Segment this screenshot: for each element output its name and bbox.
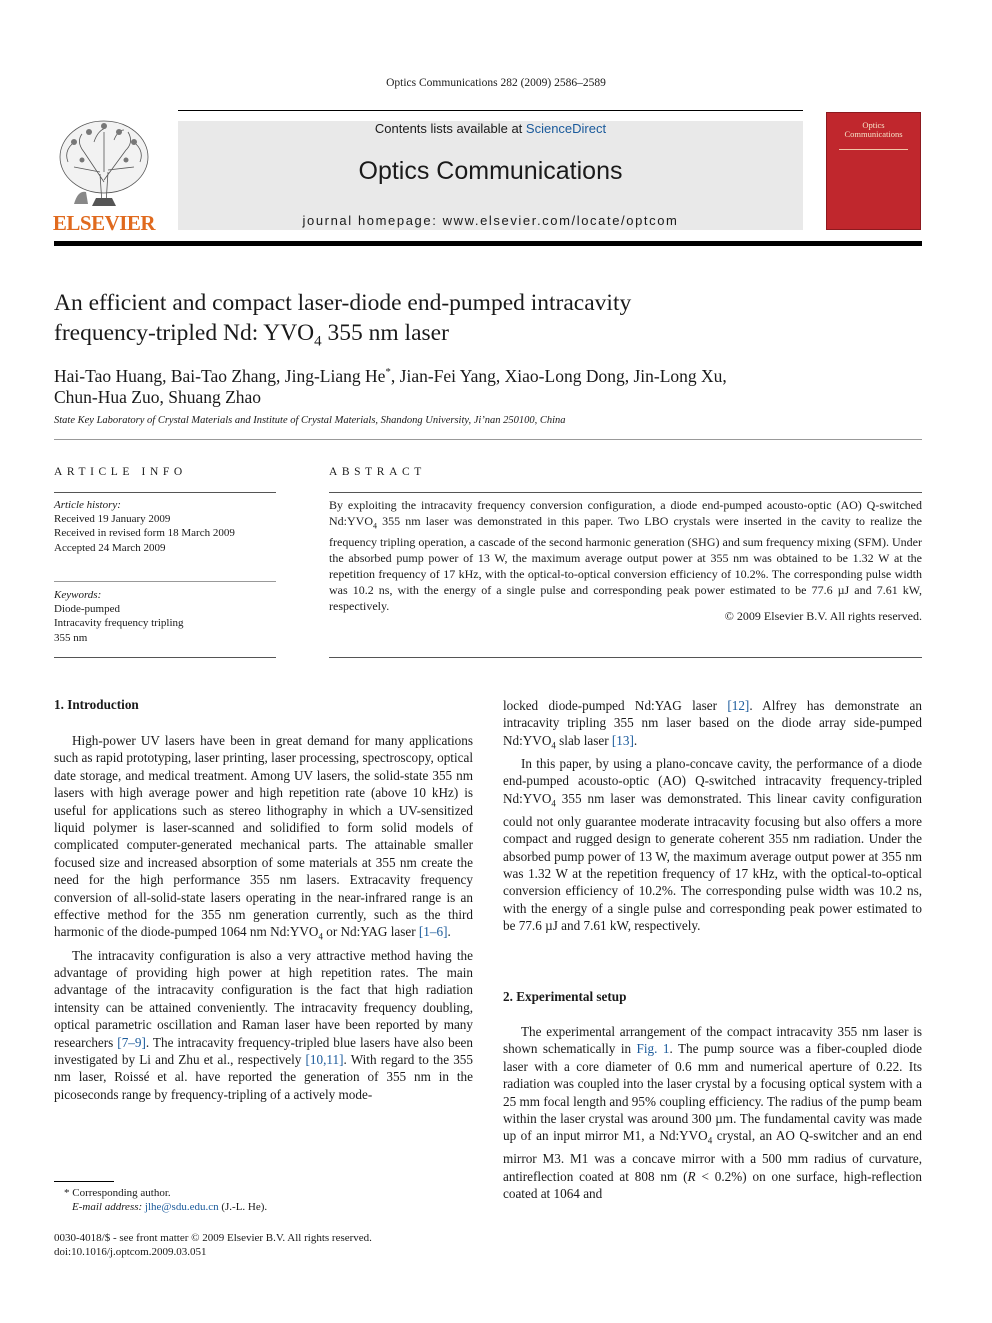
body-column-right-bottom	[503, 1023, 922, 1203]
cover-title-line2: Communications	[844, 129, 903, 139]
elsevier-wordmark: ELSEVIER	[52, 211, 156, 235]
cover-rule	[839, 149, 908, 150]
contents-available-line	[178, 121, 803, 136]
sciencedirect-link[interactable]: ScienceDirect	[525, 121, 607, 136]
front-matter	[54, 1231, 474, 1259]
article-title	[54, 288, 914, 357]
doi-line[interactable]: doi:10.1016/j.optcom.2009.03.051	[54, 1246, 207, 1258]
cover-title-line1: Optics	[862, 120, 885, 130]
abstract-heading: ABSTRACT	[329, 466, 426, 478]
abstract-text: By exploiting the intracavity frequency conversion configuration, a diode end-pumped acousto-optic (AO) Q-switched $Nd:YVO_4$ 355 nm laser was demonstrated in this paper. Two LBO crystals were inserted in the cavity to realize the frequency tripling operation, a cascade of the second harmonic generation (SHG) and sum frequency mixing (SFM). Under the absorbed pump power of 13 W, the maximum average output power at 355 nm was obtained to be 1.32 W at the repetition frequency of 17 kHz, with the optical-to-optical conversion efficiency of 10.2%. The corresponding pulse width was 10.2 ns, with the energy of a single pulse and corresponding peak power estimated to be 77.6 µJ and 7.61 kW, respectively.	[329, 498, 922, 614]
keywords-label: Keywords:	[54, 589, 102, 601]
citation-link[interactable]: [10,11]	[305, 1051, 344, 1067]
history-revised: Received in revised form 18 March 2009	[54, 527, 235, 540]
journal-name: Optics Communications	[358, 157, 623, 185]
article-info-rule-mid	[54, 581, 276, 582]
body-column-left	[54, 732, 473, 1103]
contents-prefix: Contents lists available at	[374, 121, 526, 136]
keyword-item: 355 nm	[54, 631, 88, 644]
abstract-rule-top	[329, 492, 922, 493]
corresponding-author-footnote	[54, 1186, 474, 1214]
issn-line: 0030-4018/$ - see front matter © 2009 Elsevier B.V. All rights reserved.	[54, 1232, 372, 1244]
history-accepted: Accepted 24 March 2009	[54, 541, 166, 554]
citation-link[interactable]: [7–9]	[117, 1034, 146, 1050]
article-info-heading: ARTICLE INFO	[54, 466, 187, 478]
paragraph: locked diode-pumped Nd:YAG laser [12]. Alfrey has demonstrate an intracavity tripling 355 nm laser based on the diode array side-pumped $Nd:YVO_4$ slab laser [13].	[503, 698, 922, 751]
authors-line-2: Chun-Hua Zuo, Shuang Zhao	[54, 386, 262, 407]
body-column-right-top	[503, 697, 922, 935]
journal-cover-thumbnail	[826, 112, 921, 230]
corresponding-author-marker[interactable]: *	[385, 366, 391, 378]
abstract-copyright: © 2009 Elsevier B.V. All rights reserved.	[724, 609, 922, 623]
keywords	[54, 588, 276, 645]
paragraph: The experimental arrangement of the compact intracavity 355 nm laser is shown schematically in Fig. 1. The pump source was a fiber-coupled diode laser with a core diameter of 0.6 mm and numerical aperture of 0.22. Its radiation was coupled into the laser crystal by a focusing optical system with a 25 mm focal length and 95% coupling efficiency. The radius of the pump beam within the laser crystal was around 300 µm. The fundamental cavity was made up of an input mirror M1, a $Nd:YVO_4$ crystal, an AO Q-switcher and an end mirror M3. M1 was a concave mirror with a 500 mm radius of curvature, antireflection coated at 808 nm (R < 0.2%) on one surface, high-reflection coated at 1064 and	[503, 1024, 923, 1202]
abstract-rule-bottom	[329, 657, 922, 658]
cover-title	[827, 121, 920, 139]
title-line-2: frequency-tripled Nd: $YVO_4$ 355 nm laser	[54, 320, 449, 350]
history-received: Received 19 January 2009	[54, 513, 171, 526]
author-email-link[interactable]: jlhe@sdu.edu.cn	[144, 1201, 219, 1213]
authors-line-1: Hai-Tao Huang, Bai-Tao Zhang, Jing-Liang He*, Jian-Fei Yang, Xiao-Long Dong, Jin-Long Xu,	[54, 365, 727, 386]
section-heading-experimental-setup: 2. Experimental setup	[503, 989, 627, 1004]
footnote-rule	[54, 1181, 114, 1182]
history-label: Article history:	[54, 499, 121, 511]
section-heading-introduction: 1. Introduction	[54, 697, 139, 712]
journal-reference: Optics Communications 282 (2009) 2586–2589	[386, 77, 606, 89]
footnote-line-2: E-mail address: jlhe@sdu.edu.cn (J.-L. He).	[72, 1201, 268, 1213]
footnote-line-1: * Corresponding author.	[64, 1187, 171, 1199]
affiliation-rule	[54, 439, 922, 440]
masthead-top-rule	[178, 110, 803, 111]
keyword-item: Intracavity frequency tripling	[54, 617, 184, 630]
author-list	[54, 362, 914, 408]
masthead-bottom-rule	[54, 241, 922, 246]
article-info-rule-top	[54, 492, 276, 493]
citation-link[interactable]: [13]	[611, 732, 634, 748]
title-line-1: An efficient and compact laser-diode end-pumped intracavity	[54, 290, 632, 316]
figure-link[interactable]: Fig. 1	[636, 1041, 670, 1057]
paragraph: The intracavity configuration is also a very attractive method having the advantage of providing high power at high repetition rates. The main advantage of the intracavity configuration is the fact that high radiation intensity can be attained conveniently. The intracavity frequency doubling, optical parametric oscillation and Raman laser have been reported by many researchers [7–9]. The intracavity frequency-tripled blue lasers have also been investigated by Li and Zhu et al., respectively [10,11]. With regard to the 355 nm laser, Roissé et al. have reported the generation of 355 nm in the picoseconds range by frequency-tripling of a actively mode-	[54, 947, 473, 1102]
affiliation: State Key Laboratory of Crystal Materials and Institute of Crystal Materials, Shandong University, Ji’nan 250100, China	[54, 415, 566, 426]
citation-link[interactable]: [1–6]	[418, 924, 448, 940]
citation-link[interactable]: [12]	[727, 698, 750, 713]
article-history	[54, 498, 276, 555]
keyword-item: Diode-pumped	[54, 603, 120, 616]
article-info-rule-bottom	[54, 657, 276, 658]
paragraph: In this paper, by using a plano-concave cavity, the performance of a diode end-pumped acousto-optic (AO) Q-switched intracavity frequency-tripled $Nd:YVO_4$ 355 nm laser was demonstrated. This linear cavity configuration could not only guarantee moderate intracavity focusing but also offers a more compact and rugged design to generate coherent 355 nm radiation. Under the absorbed pump power of 13 W, the maximum average output power at 355 nm was 1.32 W at the repetition frequency of 17 kHz, with the optical-to-optical conversion efficiency of 10.2%. The corresponding pulse width was 10.2 ns, with the energy of a single pulse and corresponding peak power estimated to be 77.6 µJ and 7.61 kW, respectively.	[503, 755, 922, 934]
paragraph: High-power UV lasers have been in great demand for many applications such as rapid prototyping, laser printing, laser processing, spectroscopy, optical date storage, and medical treatment. Among UV lasers, the solid-state 355 nm lasers with high average power and high repetition rate (above 10 kHz) is useful for applications such as stereo lithography in which a UV-sensitized liquid polymer is laser-scanned and solidified to form solid models of complicated computer-generated mechanical parts. The attainable smaller focused size and increased absorption of some materials at 355 nm create the need for the high performance 355 nm lasers. Extracavity frequency conversion of all-solid-state lasers operating in the near-infrared range is an effective method for the 355 nm generation currently, such as the third harmonic of the diode-pumped 1064 nm $Nd:YVO_4$ or Nd:YAG laser [1–6].	[54, 733, 473, 943]
journal-homepage-link[interactable]: journal homepage: www.elsevier.com/locate/optcom	[302, 213, 679, 228]
